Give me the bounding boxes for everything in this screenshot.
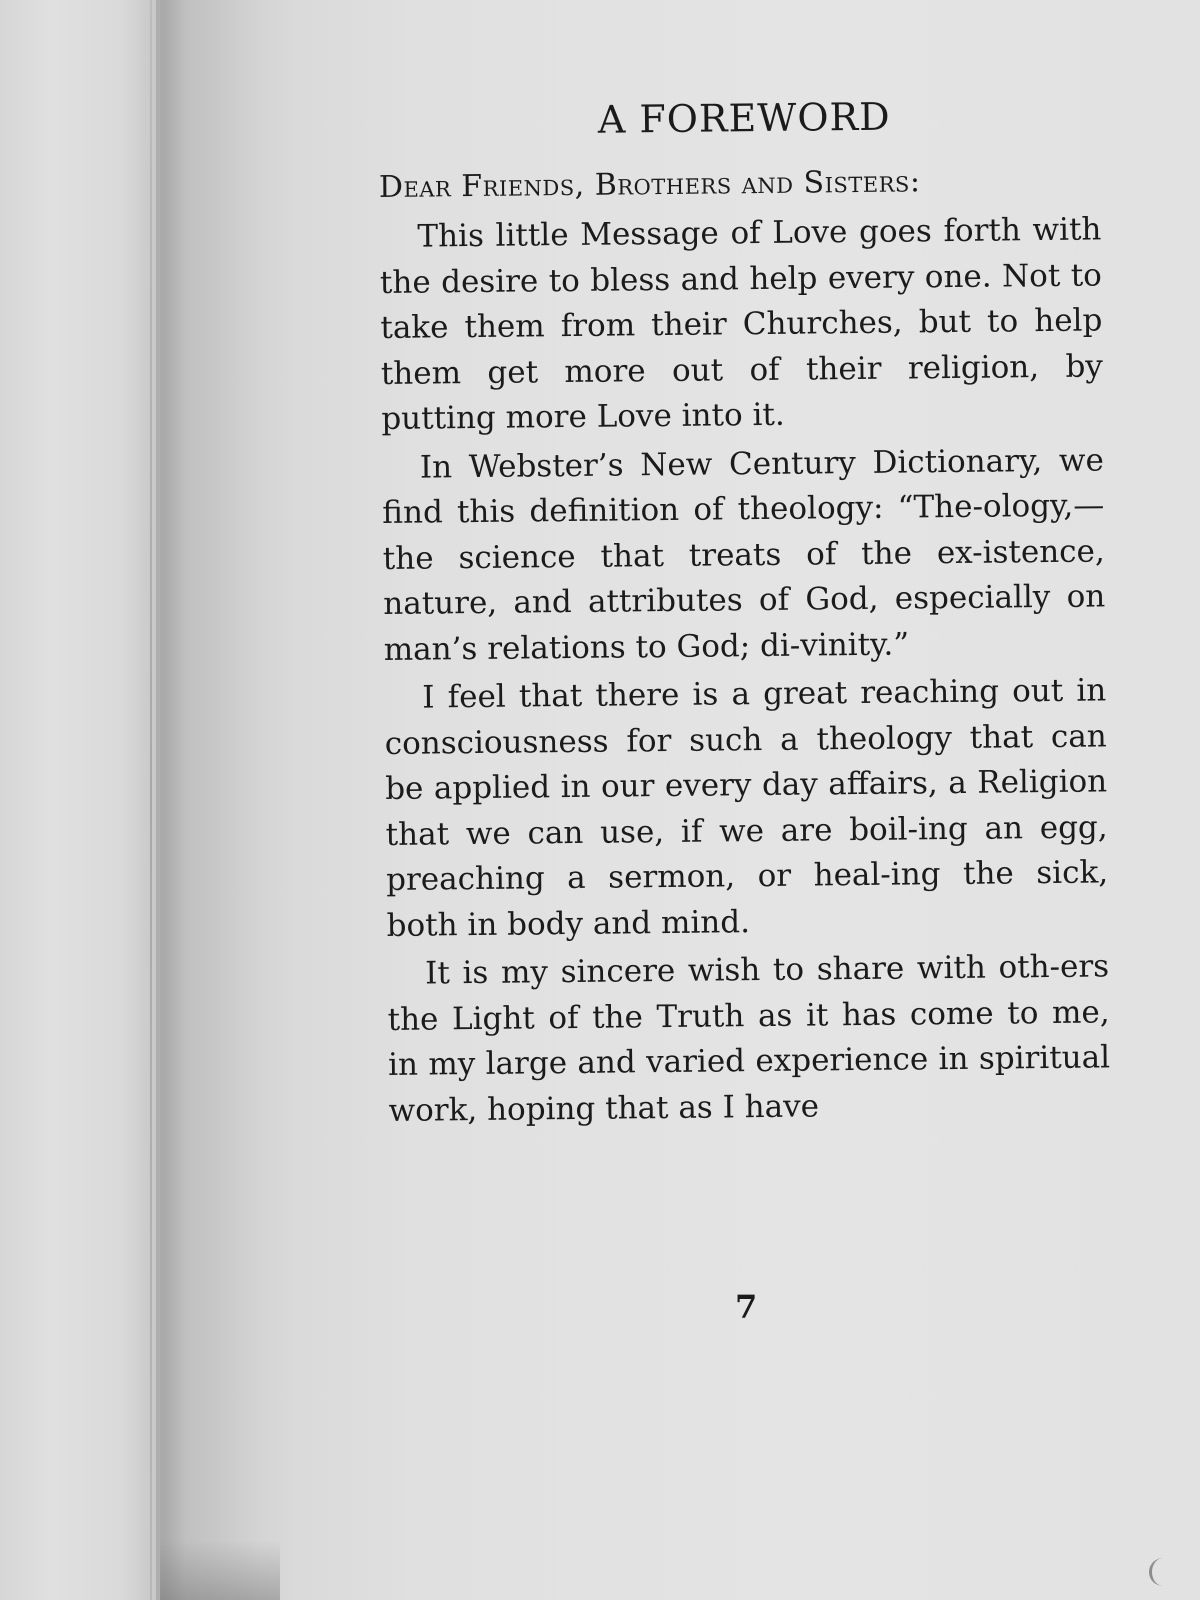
paragraph-1: This little Message of Love goes forth with the desire to bless and help every one. Not to take them from their Churches, but to help them get more out of their religion, by putting more Love into it. — [379, 211, 1104, 437]
gutter-shadow — [156, 0, 296, 1600]
page-title: A FOREWORD — [597, 94, 891, 142]
foreword-text-block — [378, 92, 1111, 1137]
left-page — [0, 0, 160, 1600]
paragraph-3: I feel that there is a great reaching out in consciousness for such a theology that can be applied in our every day affairs, a Religion that we can use, if we are boil-ing an egg, preaching a sermon, or heal-ing the sick, both in body and mind. — [384, 672, 1109, 944]
bottom-shadow — [160, 1540, 280, 1600]
paragraph-4: It is my sincere wish to share with oth-ers the Light of the Truth as it has come to me, in my large and varied experience in spiritual work, hoping that as I have — [387, 948, 1111, 1129]
paragraph-2: In Webster’s New Century Dictionary, we find this definition of theology: “The-ology,—the science that treats of the ex-istence, nature, and attributes of God, especially on man’s relations to God; di-vinity.” — [382, 441, 1106, 668]
page-number: 7 — [735, 1288, 758, 1326]
page-edge — [150, 0, 152, 1600]
salutation: Dear Friends, Brothers and Sisters: — [378, 164, 921, 205]
page-corner-mark — [1149, 1558, 1166, 1586]
